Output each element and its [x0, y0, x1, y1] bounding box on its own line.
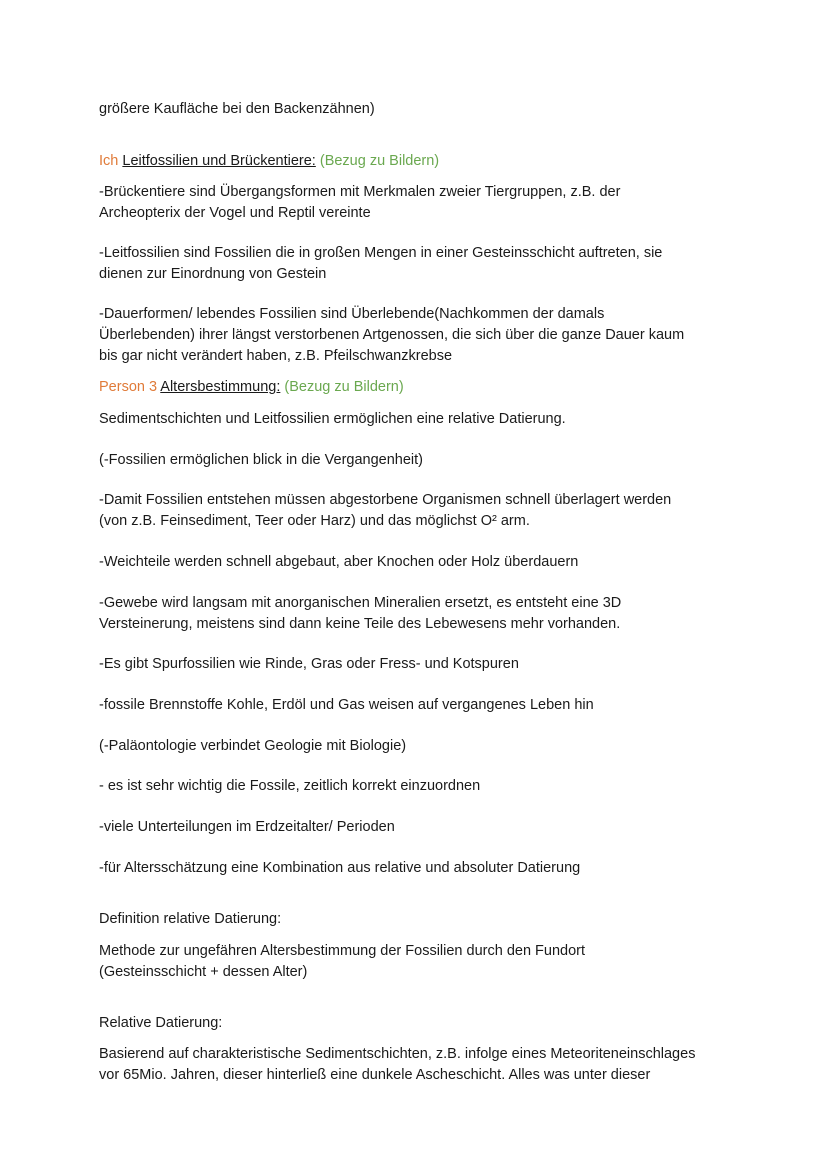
text-line: Sedimentschichten und Leitfossilien ermöglichen eine relative Datierung.: [99, 411, 566, 427]
text-line: bis gar nicht verändert haben, z.B. Pfeilschwanzkrebse: [99, 348, 453, 364]
text-line: -fossile Brennstoffe Kohle, Erdöl und Gas weisen auf vergangenes Leben hin: [99, 697, 594, 713]
text-line: (-Paläontologie verbindet Geologie mit Biologie): [99, 738, 407, 754]
text-line: dienen zur Einordnung von Gestein: [99, 266, 327, 282]
text-line: Relative Datierung:: [99, 1015, 223, 1031]
text-line: Archeopterix der Vogel und Reptil vereinte: [99, 205, 371, 221]
heading-reference: (Bezug zu Bildern): [284, 379, 404, 395]
text-line: -Gewebe wird langsam mit anorganischen Mineralien ersetzt, es entsteht eine 3D: [99, 595, 622, 611]
text-line: Überlebenden) ihrer längst verstorbenen Artgenossen, die sich über die ganze Dauer kaum: [99, 327, 685, 343]
text-line: -Weichteile werden schnell abgebaut, aber Knochen oder Holz überdauern: [99, 554, 579, 570]
text-line: Versteinerung, meistens sind dann keine Teile des Lebewesens mehr vorhanden.: [99, 616, 621, 632]
text-line: -für Altersschätzung eine Kombination aus relative und absoluter Datierung: [99, 860, 581, 876]
text-line: Definition relative Datierung:: [99, 911, 282, 927]
text-line: größere Kaufläche bei den Backenzähnen): [99, 101, 375, 117]
heading-reference: (Bezug zu Bildern): [319, 153, 440, 169]
text-line: -viele Unterteilungen im Erdzeitalter/ Perioden: [99, 819, 395, 835]
text-line: vor 65Mio. Jahren, dieser hinterließ eine dunkele Ascheschicht. Alles was unter dieser: [99, 1067, 651, 1083]
heading-title: Leitfossilien und Brückentiere:: [122, 153, 316, 169]
section-heading-leitfossilien: [99, 151, 439, 172]
heading-title: Altersbestimmung:: [160, 379, 281, 395]
text-line: -Brückentiere sind Übergangsformen mit Merkmalen zweier Tiergruppen, z.B. der: [99, 184, 621, 200]
text-line: (von z.B. Feinsediment, Teer oder Harz) und das möglichst O² arm.: [99, 513, 530, 529]
text-line: -Damit Fossilien entstehen müssen abgestorbene Organismen schnell überlagert werden: [99, 492, 672, 508]
section-heading-altersbestimmung: [99, 377, 404, 398]
text-line: Basierend auf charakteristische Sedimentschichten, z.B. infolge eines Meteoriteneinschlages: [99, 1046, 696, 1062]
text-line: Methode zur ungefähren Altersbestimmung der Fossilien durch den Fundort: [99, 943, 586, 959]
heading-person: Ich: [99, 153, 119, 169]
text-line: -Es gibt Spurfossilien wie Rinde, Gras oder Fress- und Kotspuren: [99, 656, 519, 672]
text-line: (Gesteinsschicht + dessen Alter): [99, 964, 308, 980]
text-line: (-Fossilien ermöglichen blick in die Vergangenheit): [99, 452, 423, 468]
text-line: - es ist sehr wichtig die Fossile, zeitlich korrekt einzuordnen: [99, 778, 481, 794]
text-line: -Leitfossilien sind Fossilien die in großen Mengen in einer Gesteinsschicht auftreten, sie: [99, 245, 663, 261]
heading-person: Person 3: [99, 379, 158, 395]
text-line: -Dauerformen/ lebendes Fossilien sind Überlebende(Nachkommen der damals: [99, 306, 605, 322]
